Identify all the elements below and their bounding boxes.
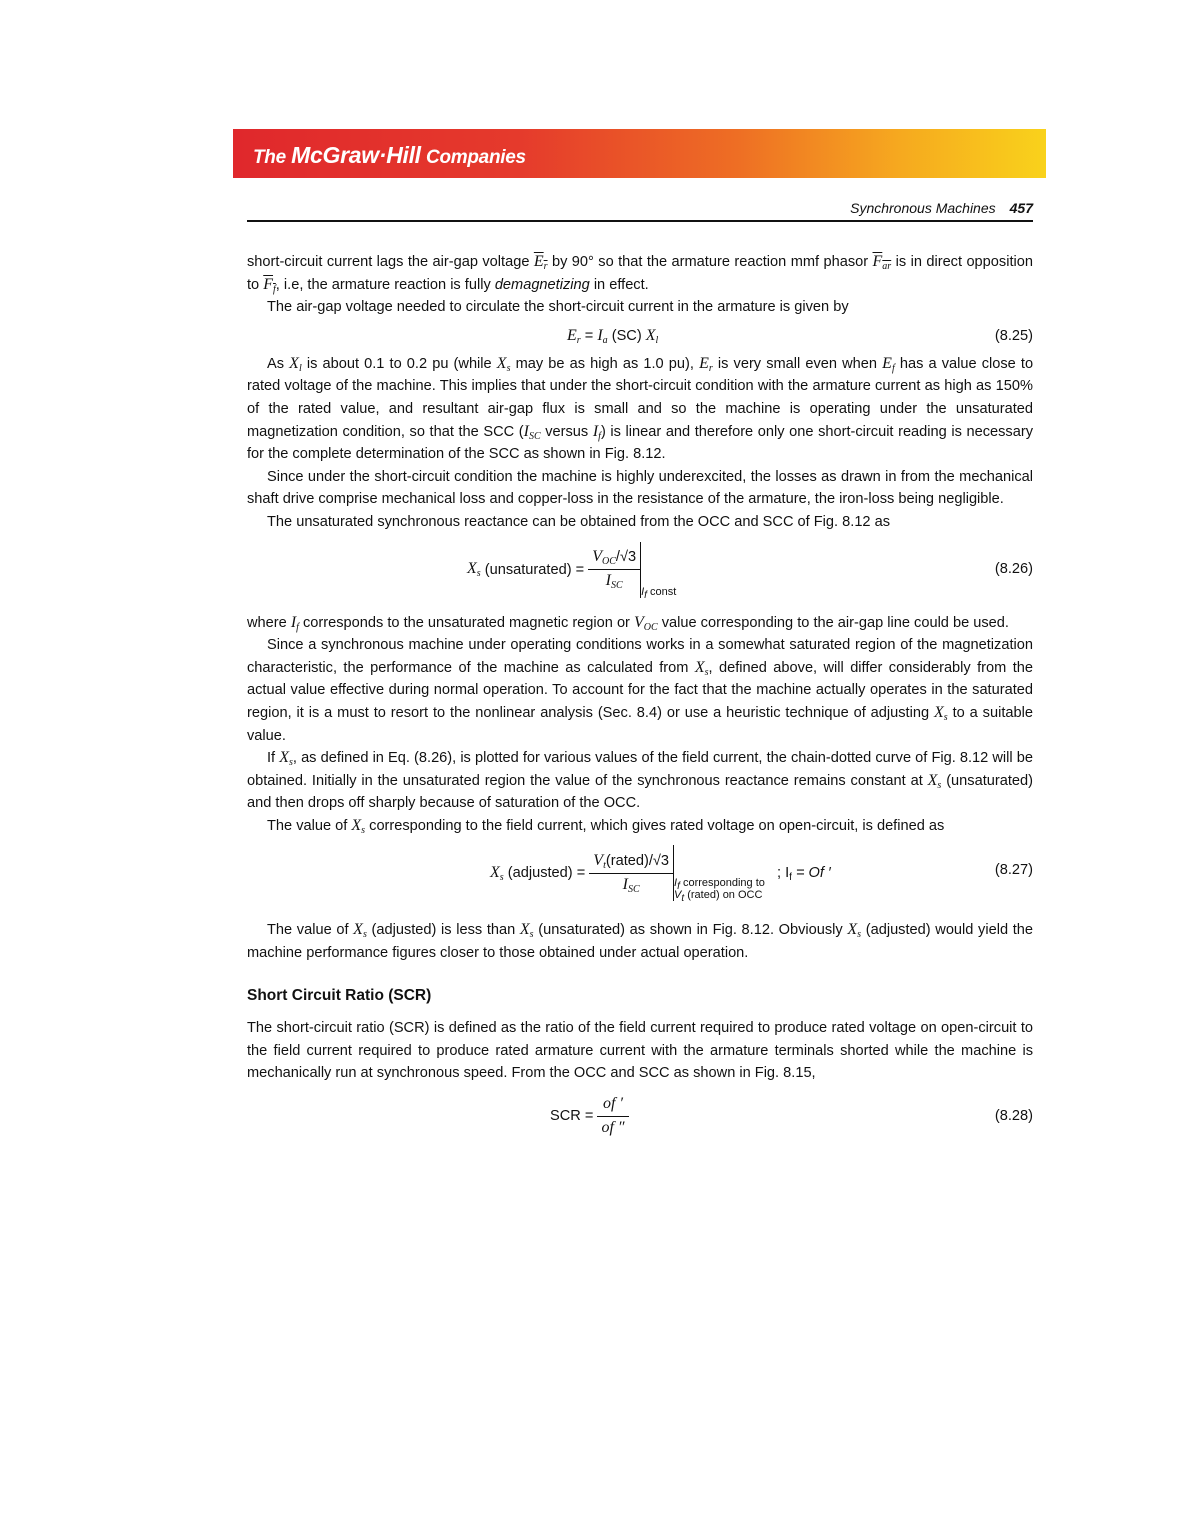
- paragraph-6: where $I_f$ corresponds to the unsaturated magnetic region or $V_{OC}$ value corresponding to the air-gap line could be used.: [247, 613, 1009, 633]
- paragraph-2: The air-gap voltage needed to circulate the short-circuit current in the armature is given by: [267, 299, 849, 316]
- paragraph-11: The short-circuit ratio (SCR) is defined as the ratio of the field current required to produce rated voltage on open-circuit to the field current required to produce rated armature current with the armature terminals shorted while the machine is mechanically run at synchronous speed. From the OCC and SCC as shown in Fig. 8.15,: [247, 1020, 1033, 1082]
- paragraph-1: short-circuit current lags the air-gap voltage $E_r$ by 90° so that the armature reaction mmf phasor $F_{ar}$ is in direct opposition to $F_f$, i.e, the armature reaction is fully demagnetizing in effect.: [247, 253, 1033, 295]
- publisher-banner: [233, 129, 1046, 178]
- equation-number: (8.26): [994, 560, 1033, 577]
- paragraph-3: As $X_l$ is about 0.1 to 0.2 pu (while $X_s$ may be as high as 1.0 pu), $E_r$ is very small even when $E_f$ has a value close to rated voltage of the machine. This implies that under the short-circuit condition with the armature current as high as 150% of the rated value, and resultant air-gap flux is small and so the machine is operating under the unsaturated magnetization condition, so that the SCC ($I_{SC}$ versus $I_f$) is linear and therefore only one short-circuit reading is necessary for the complete determination of the SCC as shown in Fig. 8.12.: [247, 354, 1034, 463]
- fraction: $\frac{V_{OC}/√3}{I_{SC}}$: [588, 546, 640, 592]
- equation-8-25: $E_r = I_a$ (SC) $X_l$ (8.25): [247, 319, 1033, 353]
- running-title: Synchronous Machines: [850, 200, 996, 216]
- publisher-logo: The McGraw·Hill Companies: [253, 142, 526, 168]
- equation-number: (8.27): [994, 862, 1033, 879]
- running-head: [760, 200, 1033, 216]
- paragraph-10: The value of $X_s$ (adjusted) is less than $X_s$ (unsaturated) as shown in Fig. 8.12. Obviously $X_s$ (adjusted) would yield the machine performance figures closer to those obtained under actual operation.: [247, 921, 1033, 962]
- paragraph-4: Since under the short-circuit condition the machine is highly underexcited, the losses as drawn in from the mechanical shaft drive comprise mechanical loss and copper-loss in the resistance of the armature, the iron-loss being negligible.: [247, 468, 1033, 508]
- equation-number: (8.28): [994, 1108, 1033, 1125]
- equation-8-27: $X_s$ (adjusted) = $\frac{V_t(rated)/√3}{I_{SC}}$ $I_f$ corresponding to $V_t$ (rated) on OCC ; $I_f = Of$ ′ (8.27): [247, 837, 1033, 919]
- header-rule: [247, 220, 1033, 222]
- fraction: $\frac{V_t(rated)/√3}{I_{SC}}$: [589, 850, 673, 896]
- page-number: 457: [1009, 200, 1033, 216]
- page-body: [247, 251, 1033, 1151]
- equation-8-26: $X_s$ (unsaturated) = $\frac{V_{OC}/√3}{I_{SC}}$ $I_f$ const (8.26): [247, 534, 1033, 612]
- equation-8-28: SCR = $\frac{of '}{of ''}$ (8.28): [247, 1085, 1033, 1151]
- equation-number: (8.25): [994, 327, 1033, 344]
- paragraph-9: The value of $X_s$ corresponding to the field current, which gives rated voltage on open-circuit, is defined as: [267, 816, 945, 836]
- paragraph-7: Since a synchronous machine under operating conditions works in a somewhat saturated region of the magnetization characteristic, the performance of the machine as calculated from $X_s$, defined above, will differ considerably from the actual value effective during normal operation. To account for the fact that the machine actually operates in the saturated region, it is a must to resort to the nonlinear analysis (Sec. 8.4) or use a heuristic technique of adjusting $X_s$ to a suitable value.: [247, 637, 1034, 744]
- fraction: $\frac{of '}{of ''}$: [597, 1093, 628, 1139]
- paragraph-8: If $X_s$, as defined in Eq. (8.26), is plotted for various values of the field current, the chain-dotted curve of Fig. 8.12 will be obtained. Initially in the unsaturated region the value of the synchronous reactance remains constant at $X_s$ (unsaturated) and then drops off sharply because of saturation of the OCC.: [247, 749, 1033, 812]
- section-heading: Short Circuit Ratio (SCR): [247, 986, 432, 1004]
- paragraph-5: The unsaturated synchronous reactance can be obtained from the OCC and SCC of Fig. 8.12 as: [267, 513, 891, 530]
